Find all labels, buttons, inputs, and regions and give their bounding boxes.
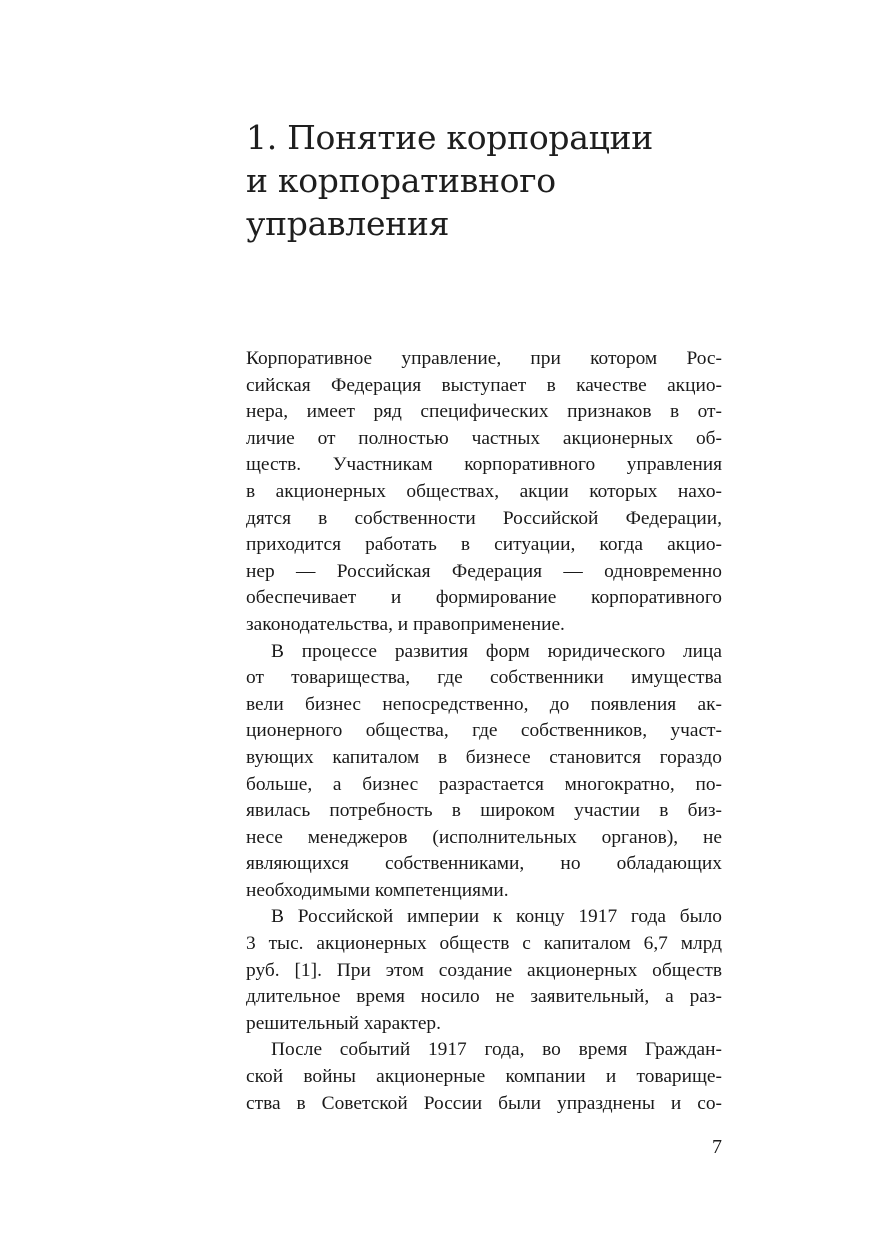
- paragraph-2: [246, 639, 722, 905]
- text-line: В Российской империи к концу 1917 года было: [271, 906, 722, 928]
- text-line: Корпоративное управление, при котором Рос-: [246, 348, 722, 369]
- chapter-title: [246, 116, 766, 245]
- text-line: больше, а бизнес разрастается многократно, по-: [246, 773, 722, 795]
- paragraph-1: [246, 346, 722, 639]
- text-line: законодательства, и правоприменение.: [246, 613, 565, 635]
- text-line: необходимыми компетенциями.: [246, 879, 509, 901]
- paragraph-3: [246, 904, 722, 1037]
- text-line: В процессе развития форм юридического лица: [271, 640, 722, 662]
- text-line: ства в Советской России были упразднены и со-: [246, 1092, 722, 1114]
- text-line: несе менеджеров (исполнительных органов), не: [246, 826, 722, 848]
- text-line: длительное время носило не заявительный, а раз-: [246, 986, 722, 1008]
- text-line: приходится работать в ситуации, когда акцио-: [246, 534, 722, 556]
- page-number: 7: [712, 1136, 722, 1158]
- text-line: вующих капиталом в бизнесе становится гораздо: [246, 746, 722, 768]
- chapter-title-line: и корпоративного: [246, 161, 556, 200]
- text-line: вели бизнес непосредственно, до появления ак-: [246, 693, 722, 715]
- text-line: являющихся собственниками, но обладающих: [246, 853, 722, 875]
- text-line: нер — Российская Федерация — одновременно: [246, 560, 722, 582]
- text-line: личие от полностью частных акционерных об-: [246, 427, 722, 449]
- text-line: дятся в собственности Российской Федерации,: [246, 507, 722, 529]
- text-line: от товарищества, где собственники имущества: [246, 667, 722, 689]
- text-line: сийская Федерация выступает в качестве акцио-: [246, 374, 722, 396]
- chapter-title-line: управления: [246, 204, 450, 243]
- text-line: 3 тыс. акционерных обществ с капиталом 6,7 млрд: [246, 933, 722, 955]
- body-text: [246, 346, 722, 1117]
- text-line: ществ. Участникам корпоративного управления: [246, 454, 722, 476]
- paragraph-4: [246, 1037, 722, 1117]
- text-line: После событий 1917 года, во время Граждан-: [271, 1039, 722, 1061]
- text-line: руб. [1]. При этом создание акционерных обществ: [246, 959, 722, 981]
- text-line: ской войны акционерные компании и товарище-: [246, 1066, 722, 1088]
- text-line: явилась потребность в широком участии в биз-: [246, 800, 722, 822]
- text-line: ционерного общества, где собственников, участ-: [246, 720, 722, 742]
- text-line: решительный характер.: [246, 1012, 441, 1034]
- text-line: нера, имеет ряд специфических признаков в от-: [246, 401, 722, 423]
- chapter-title-line: 1. Понятие корпорации: [246, 118, 653, 157]
- text-line: в акционерных обществах, акции которых нахо-: [246, 480, 722, 502]
- text-line: обеспечивает и формирование корпоративного: [246, 587, 722, 609]
